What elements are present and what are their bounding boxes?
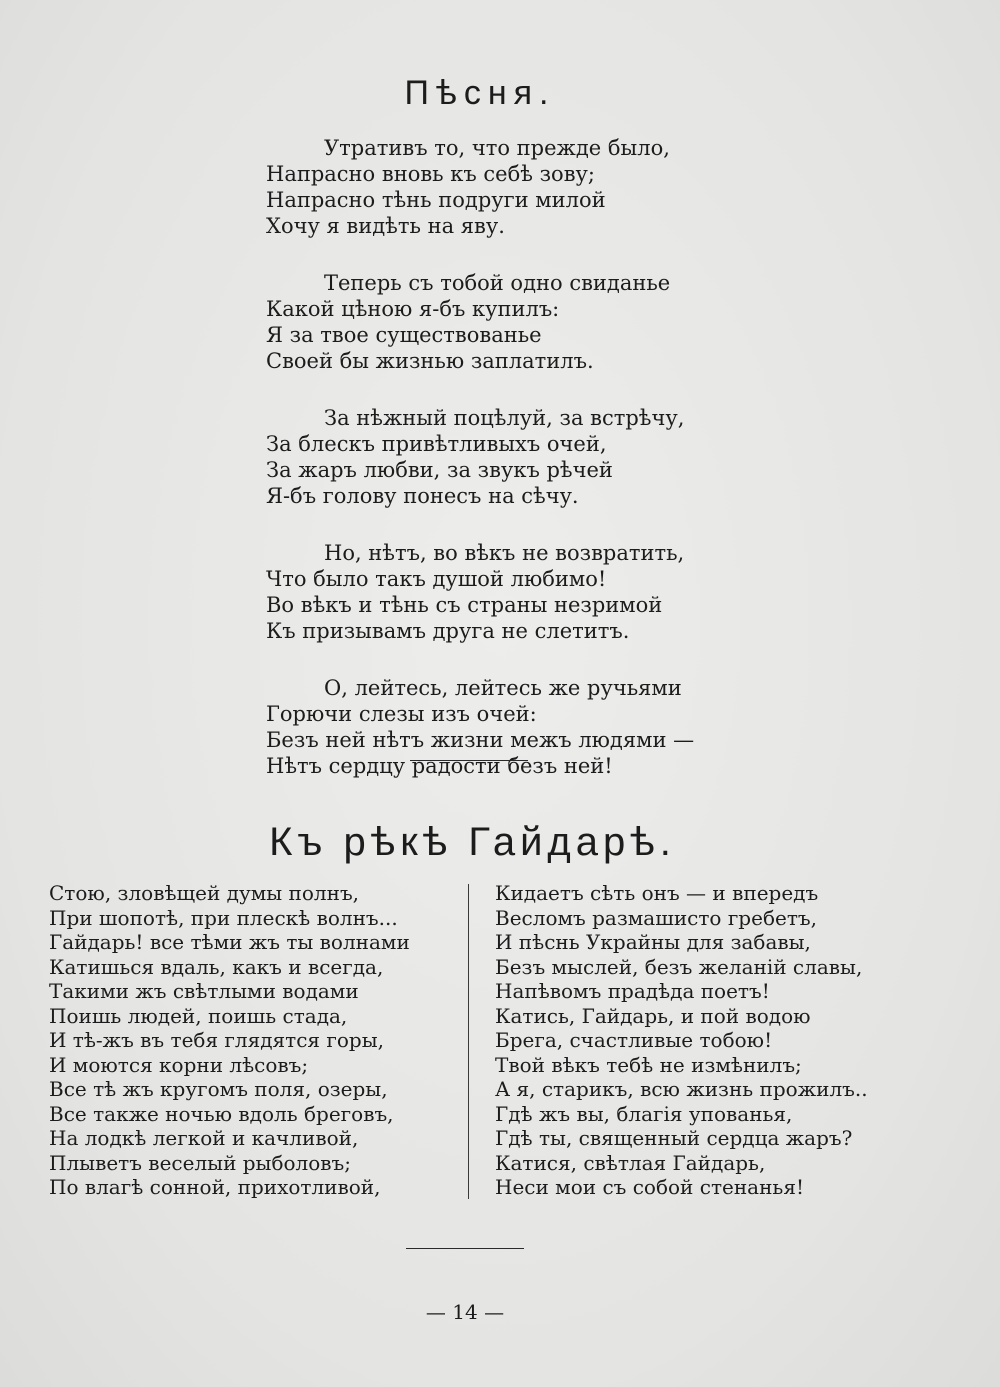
verse-line: Къ призывамъ друга не слетитъ. [266,619,630,643]
verse-line: Такими жъ свѣтлыми водами [49,979,359,1003]
verse-line: Плыветъ веселый рыболовъ; [49,1150,352,1175]
verse-line: Напрасно тѣнь подруги милой [266,188,606,212]
poem-left-column [49,881,459,1200]
verse-line: Нѣтъ сердцу радости безъ ней! [266,754,613,778]
verse-line: Катись, Гайдарь, и пой водою [495,1003,811,1028]
stanza [266,270,726,374]
verse-line: Своей бы жизнью заплатилъ. [266,349,594,373]
column-divider [468,884,469,1199]
verse-line: Брега, счастливые тобою! [495,1028,773,1052]
verse-line: За блескъ привѣтливыхъ очей, [266,432,607,456]
verse-line: Я-бъ голову понесъ на сѣчу. [266,484,579,508]
verse-line: Во вѣкъ и тѣнь съ страны незримой [266,593,663,617]
verse-line: Поишь людей, поишь стада, [49,1003,348,1028]
verse-line: Утративъ то, что прежде было, [324,136,670,160]
poem-pesnya [266,135,726,810]
verse-line: Катися, свѣтлая Гайдарь, [495,1150,766,1175]
verse-line: Напрасно вновь къ себѣ зову; [266,162,595,186]
page-number: — 14 — [425,1300,505,1324]
poem-title-k-reke-gaidare: Къ рѣкѣ Гайдарѣ. [269,820,676,864]
verse-line: Гдѣ жъ вы, благія упованья, [495,1101,793,1126]
verse-line: Я за твое существованье [266,323,542,347]
verse-line: Безъ ней нѣтъ жизни межъ людями — [266,728,695,752]
verse-line: И пѣснь Украйны для забавы, [495,930,811,954]
verse-line: Теперь съ тобой одно свиданье [324,271,671,295]
verse-line: При шопотѣ, при плескѣ волнъ... [49,905,398,930]
verse-line: Гдѣ ты, священный сердца жаръ? [495,1126,853,1150]
section-divider [410,760,528,761]
verse-line: За нѣжный поцѣлуй, за встрѣчу, [324,406,685,430]
verse-line: Твой вѣкъ тебѣ не измѣнилъ; [495,1052,802,1077]
verse-line: Но, нѣтъ, во вѣкъ не возвратить, [324,541,685,565]
verse-line: О, лейтесь, лейтесь же ручьями [324,676,682,700]
poem-title-pesnya: Пѣсня. [404,74,556,112]
verse-line: Горючи слезы изъ очей: [266,702,537,726]
section-divider [406,1248,524,1249]
verse-line: Кидаетъ сѣть онъ — и впередъ [495,881,819,905]
verse-line: И моются корни лѣсовъ; [49,1052,309,1077]
verse-line: Все тѣ жъ кругомъ поля, озеры, [49,1077,388,1101]
verse-line: На лодкѣ легкой и качливой, [49,1126,359,1150]
verse-line: А я, старикъ, всю жизнь прожилъ.. [495,1077,868,1101]
verse-line: Безъ мыслей, безъ желаній славы, [495,954,863,979]
verse-line: За жаръ любви, за звукъ рѣчей [266,458,613,482]
verse-line: И тѣ-жъ въ тебя глядятся горы, [49,1028,384,1052]
verse-line: Хочу я видѣть на яву. [266,214,505,238]
verse-line: Весломъ размашисто гребетъ, [495,905,817,930]
verse-line: Неси мои съ собой стенанья! [495,1175,804,1199]
verse-line: Напѣвомъ прадѣда поетъ! [495,979,770,1003]
verse-line: По влагѣ сонной, прихотливой, [49,1175,381,1199]
stanza [266,405,726,509]
stanza [266,675,726,779]
verse-line: Что было такъ душой любимо! [266,567,607,591]
verse-line: Гайдарь! все тѣми жъ ты волнами [49,930,410,954]
stanza [266,540,726,644]
verse-line: Все также ночью вдоль бреговъ, [49,1101,394,1126]
verse-line: Катишься вдаль, какъ и всегда, [49,954,384,979]
stanza [266,135,726,239]
verse-line: Какой цѣною я-бъ купилъ: [266,297,560,321]
poem-right-column [495,881,915,1200]
verse-line: Стою, зловѣщей думы полнъ, [49,881,360,905]
